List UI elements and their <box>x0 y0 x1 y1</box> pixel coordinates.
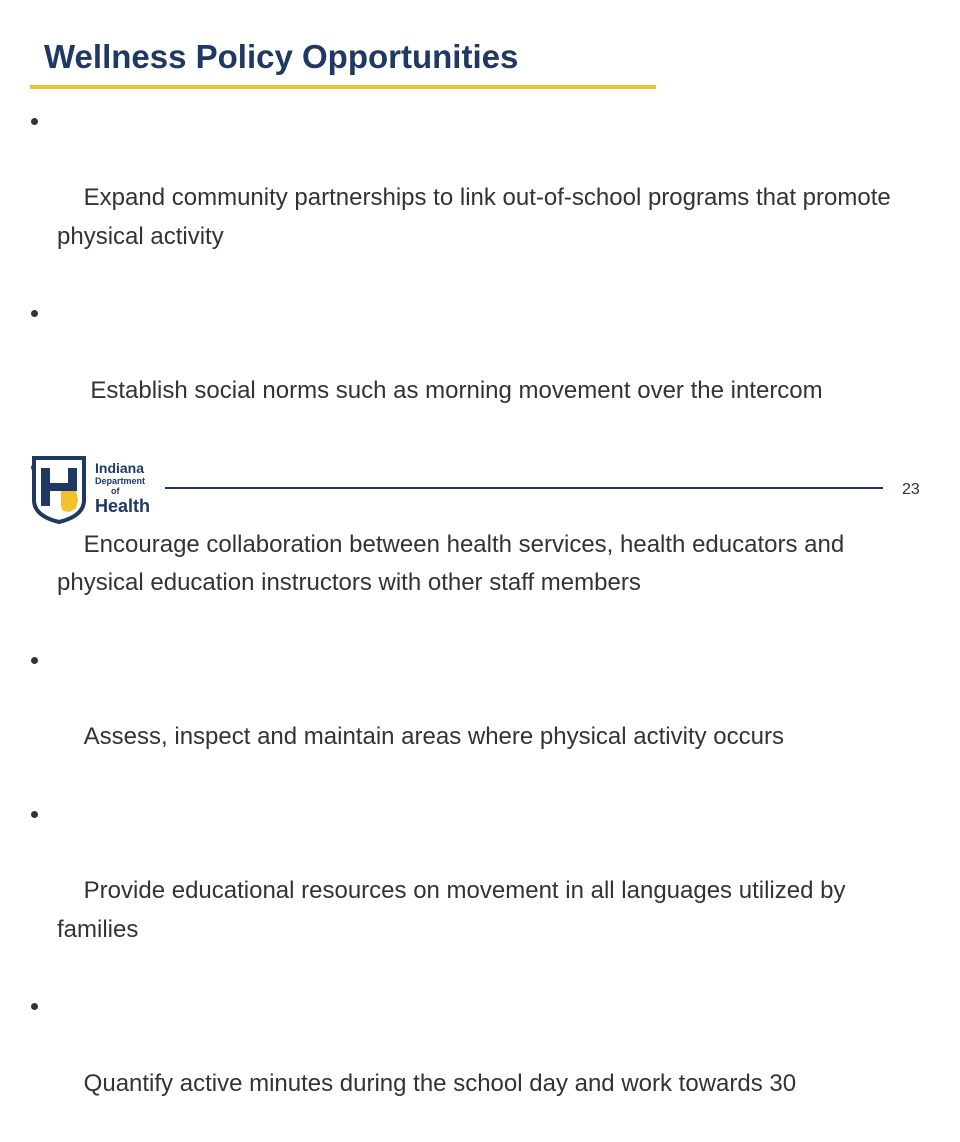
logo-wordmark <box>95 461 150 515</box>
bullet-list <box>28 102 928 1142</box>
title-underline <box>30 85 656 89</box>
footer-divider <box>165 487 883 489</box>
bullet-item <box>28 988 928 1142</box>
bullet-dot-icon <box>31 310 38 317</box>
bullet-dot-icon <box>31 1003 38 1010</box>
page-number: 23 <box>902 481 920 498</box>
bullet-item <box>28 641 928 795</box>
bullet-text: Assess, inspect and maintain areas where physical activity occurs <box>83 723 784 750</box>
bullet-text: Expand community partnerships to link out-of-school programs that promote physical activity <box>57 184 898 250</box>
bullet-dot-icon <box>31 118 38 125</box>
logo-line-of: of <box>111 486 120 496</box>
bullet-item <box>28 795 928 988</box>
bullet-text: Quantify active minutes during the school day and work towards 30 <box>83 1069 797 1097</box>
logo-line-health: Health <box>95 496 151 516</box>
bullet-text: Establish social norms such as morning movement over the intercom <box>83 376 823 404</box>
slide-title: Wellness Policy Opportunities <box>44 38 519 75</box>
indiana-state-shield-icon <box>28 456 90 524</box>
bullet-text: Encourage collaboration between health services, health educators and physical education instructors with other staff members <box>57 530 851 596</box>
logo-line-indiana: Indiana <box>95 460 145 476</box>
bullet-item <box>28 449 928 642</box>
bullet-dot-icon <box>31 811 38 818</box>
bullet-item <box>28 295 928 449</box>
indiana-department-of-health-logo <box>28 456 163 524</box>
bullet-item <box>28 102 928 295</box>
bullet-dot-icon <box>31 657 38 664</box>
logo-line-department: Department <box>95 476 146 486</box>
bullet-text: Provide educational resources on movement in all languages utilized by families <box>57 877 853 943</box>
